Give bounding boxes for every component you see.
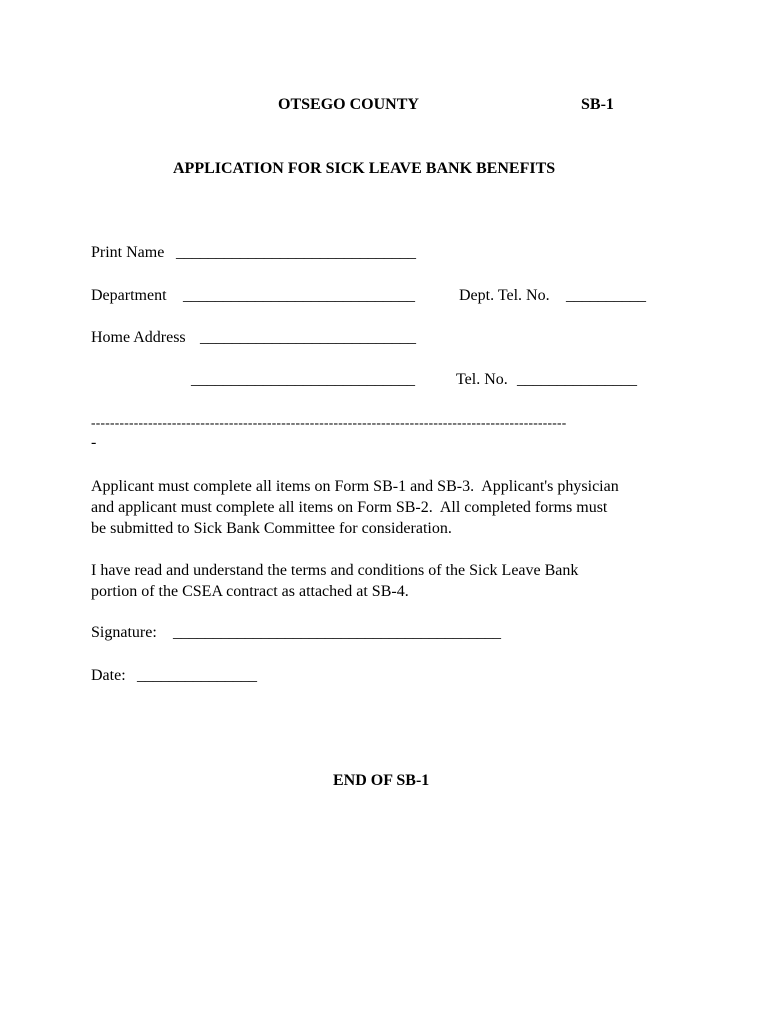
signature-label: Signature: (91, 624, 157, 641)
home-address-label: Home Address (91, 329, 186, 346)
dept-tel-field[interactable]: __________ (566, 287, 646, 304)
tel-label: Tel. No. (456, 371, 508, 388)
print-name-field[interactable]: ______________________________ (176, 244, 416, 261)
acknowledgement-paragraph (91, 560, 691, 602)
print-name-label: Print Name (91, 244, 165, 261)
department-field[interactable]: _____________________________ (183, 287, 415, 304)
dept-tel-label: Dept. Tel. No. (459, 287, 550, 304)
separator-dashes: ---------------------------------------------------------------------------------------------------- (91, 415, 567, 430)
instructions-paragraph (91, 476, 691, 539)
separator-trailing: - (91, 434, 97, 451)
tel-field[interactable]: _______________ (517, 371, 637, 388)
instructions-line: Applicant must complete all items on Form SB-1 and SB-3. Applicant's physician (91, 478, 619, 495)
date-field[interactable]: _______________ (137, 667, 257, 684)
instructions-line: and applicant must complete all items on Form SB-2. All completed forms must (91, 499, 608, 516)
department-label: Department (91, 287, 167, 304)
home-address-field[interactable]: ___________________________ (200, 329, 416, 346)
signature-field[interactable]: _________________________________________ (173, 624, 501, 641)
acknowledgement-line: I have read and understand the terms and conditions of the Sick Leave Bank (91, 562, 579, 579)
form-title: APPLICATION FOR SICK LEAVE BANK BENEFITS (173, 160, 556, 177)
instructions-line: be submitted to Sick Bank Committee for consideration. (91, 520, 452, 537)
end-of-form: END OF SB-1 (333, 772, 430, 789)
acknowledgement-line: portion of the CSEA contract as attached at SB-4. (91, 583, 409, 600)
form-code: SB-1 (581, 96, 614, 113)
date-label: Date: (91, 667, 126, 684)
county-heading: OTSEGO COUNTY (278, 96, 419, 113)
address-line2-field[interactable]: ____________________________ (191, 371, 415, 388)
